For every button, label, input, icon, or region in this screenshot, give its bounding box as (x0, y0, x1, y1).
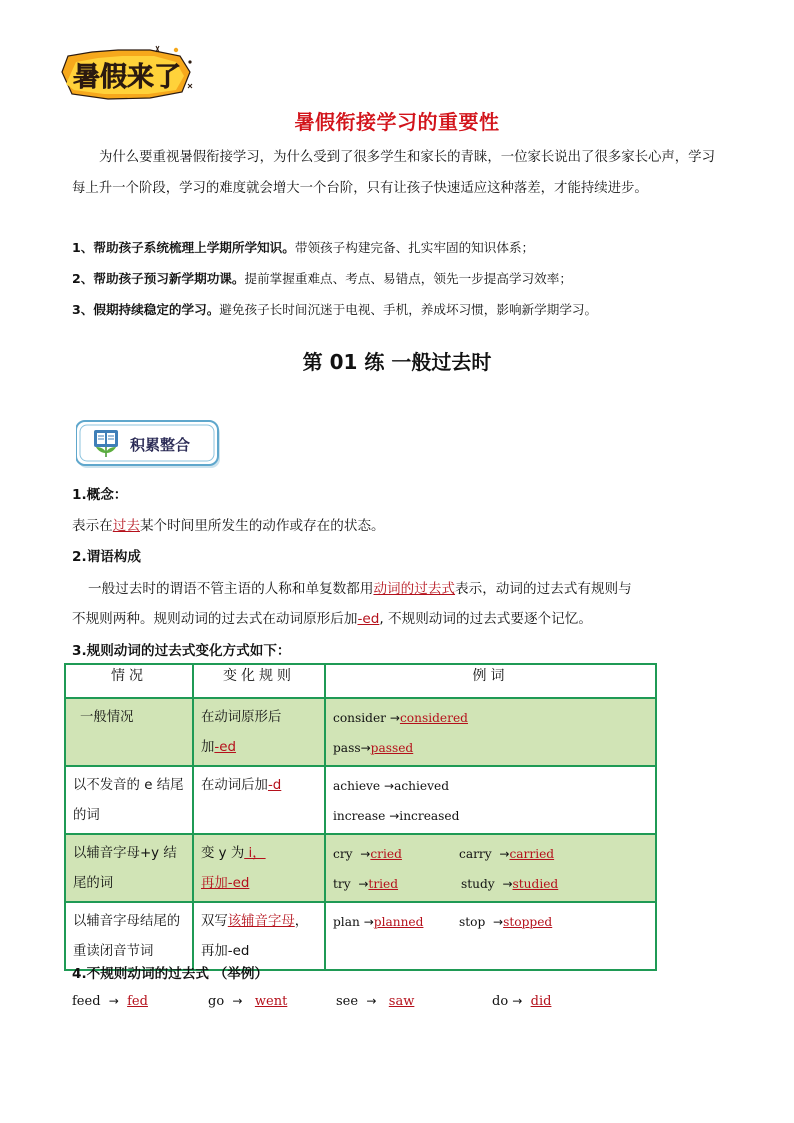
predicate-line-2 (72, 607, 732, 627)
irregular-item (492, 994, 551, 1009)
irregular-past: did (530, 994, 552, 1009)
example-cell (326, 767, 655, 833)
key-points (72, 235, 732, 328)
rule-text: 在动词后加 (201, 778, 268, 793)
intro-paragraph (72, 142, 726, 204)
point-bold: 帮助孩子预习新学期功课。 (93, 271, 245, 286)
arrow-icon: → (384, 779, 395, 793)
arrow-icon: → (389, 809, 400, 823)
table-header-cell: 变化规则 (193, 664, 325, 698)
table-row (65, 902, 656, 970)
predicate-post: , 不规则动词的过去式要逐个记忆。 (379, 611, 592, 627)
arrow-icon: → (512, 994, 523, 1008)
summer-logo-icon (58, 42, 198, 104)
arrow-icon: → (108, 994, 119, 1008)
predicate-answer: 动词的过去式 (373, 581, 456, 597)
point-item (72, 235, 732, 266)
page-title: 暑假衔接学习的重要性 (294, 110, 500, 134)
example-base: plan (333, 915, 360, 929)
predicate-pre: 不规则两种。规则动词的过去式在动词原形后加 (72, 611, 358, 627)
rule-answer: i， (244, 846, 266, 861)
arrow-icon: → (363, 915, 374, 929)
example-past: passed (370, 741, 414, 755)
example-base: achieve (333, 779, 381, 793)
irregular-heading: 4.不规则动词的过去式 （举例） (72, 966, 269, 982)
regular-verb-table (64, 663, 657, 971)
arrow-icon: → (366, 994, 377, 1008)
example-cell (326, 835, 655, 901)
irregular-examples (72, 994, 551, 1009)
badge-label: 积累整合 (130, 436, 191, 454)
rule-text: ， (294, 914, 309, 929)
rule-cell (194, 767, 324, 803)
regular-heading: 3.规则动词的过去式变化方式如下： (72, 643, 291, 659)
example-base: stop (459, 915, 486, 929)
example-past: planned (373, 915, 424, 929)
irregular-past: went (254, 994, 288, 1009)
example-cell (326, 903, 655, 939)
lesson-title: 第 01 练 一般过去时 (302, 350, 492, 374)
rule-answer: 再加-ed (201, 876, 250, 891)
irregular-base: do (492, 994, 509, 1009)
irregular-past: saw (388, 994, 415, 1009)
concept-pre: 表示在 (72, 518, 113, 534)
example-past: cried (370, 847, 402, 861)
example-past: studied (512, 877, 559, 891)
predicate-heading: 2.谓语构成 (72, 549, 141, 565)
rule-text: 加 (201, 740, 215, 755)
concept-text (72, 514, 732, 534)
example-base: try (333, 877, 351, 891)
example-base: increase (333, 809, 386, 823)
point-number: 3、 (72, 302, 94, 317)
arrow-icon: → (232, 994, 243, 1008)
example-past: carried (509, 847, 555, 861)
arrow-icon: → (499, 847, 510, 861)
example-cell (326, 699, 655, 765)
irregular-item (72, 994, 208, 1009)
rule-text: 在动词原形后 (201, 710, 282, 725)
situation-cell: 以辅音字母结尾的重读闭音节词 (73, 914, 181, 959)
point-number: 2、 (72, 271, 94, 286)
point-item (72, 297, 732, 328)
situation-cell: 以不发音的 e 结尾的词 (73, 778, 184, 823)
table-header-cell: 例词 (325, 664, 656, 698)
point-rest: 带领孩子构建完备、扎实牢固的知识体系； (294, 240, 535, 255)
point-rest: 避免孩子长时间沉迷于电视、手机，养成坏习惯，影响新学期学习。 (219, 302, 598, 317)
irregular-item (336, 994, 492, 1009)
concept-post: 某个时间里所发生的动作或存在的状态。 (139, 518, 385, 534)
rule-answer: -d (267, 778, 282, 793)
example-past: increased (399, 809, 460, 823)
table-header-cell: 情况 (65, 664, 193, 698)
logo-text: 暑假来了 (73, 62, 181, 93)
rule-text: 双写 (201, 914, 228, 929)
table-row (65, 698, 656, 766)
concept-answer: 过去 (112, 518, 140, 534)
rule-cell (194, 835, 324, 901)
example-base: pass (333, 741, 361, 755)
example-base: carry (459, 847, 492, 861)
point-item (72, 266, 732, 297)
example-base: consider (333, 711, 387, 725)
predicate-pre: 一般过去时的谓语不管主语的人称和单复数都用 (88, 581, 374, 597)
table-header-row (65, 664, 656, 698)
predicate-post: 表示，动词的过去式有规则与 (455, 581, 632, 597)
example-past: tried (368, 877, 399, 891)
example-past: stopped (503, 915, 553, 929)
irregular-base: feed (72, 994, 101, 1009)
arrow-icon: → (360, 847, 371, 861)
predicate-answer: -ed (357, 611, 380, 627)
example-past: considered (399, 711, 468, 725)
point-number: 1、 (72, 240, 94, 255)
rule-cell (194, 903, 324, 969)
point-bold: 帮助孩子系统梳理上学期所学知识。 (93, 240, 295, 255)
situation-cell: 一般情况 (80, 710, 134, 725)
arrow-icon: → (389, 711, 400, 725)
rule-answer: 该辅音字母 (227, 914, 295, 929)
irregular-base: see (336, 994, 359, 1009)
arrow-icon: → (493, 915, 504, 929)
point-bold: 假期持续稳定的学习。 (93, 302, 220, 317)
situation-cell: 以辅音字母+y 结尾的词 (73, 846, 177, 891)
irregular-base: go (208, 994, 225, 1009)
rule-cell (194, 699, 324, 765)
arrow-icon: → (360, 741, 371, 755)
predicate-line-1 (88, 577, 748, 597)
example-base: cry (333, 847, 353, 861)
intro-text: 为什么要重视暑假衔接学习，为什么受到了很多学生和家长的青睐，一位家长说出了很多家长心声，学习每上升一个阶段，学习的难度就会增大一个台阶，只有让孩子快速适应这种落差，才能持续进步。 (72, 150, 715, 196)
rule-text: 再加-ed (201, 944, 250, 959)
table-row (65, 766, 656, 834)
irregular-item (208, 994, 336, 1009)
table-row (65, 834, 656, 902)
example-past: achieved (394, 779, 450, 793)
example-base: study (461, 877, 495, 891)
summer-logo (58, 42, 198, 104)
arrow-icon: → (502, 877, 513, 891)
point-rest: 提前掌握重难点、考点、易错点，领先一步提高学习效率； (244, 271, 572, 286)
rule-answer: -ed (214, 740, 236, 755)
irregular-past: fed (127, 994, 148, 1009)
rule-text: 变 y 为 (201, 846, 245, 861)
section-badge (76, 420, 222, 470)
concept-heading: 1.概念： (72, 487, 128, 503)
arrow-icon: → (358, 877, 369, 891)
